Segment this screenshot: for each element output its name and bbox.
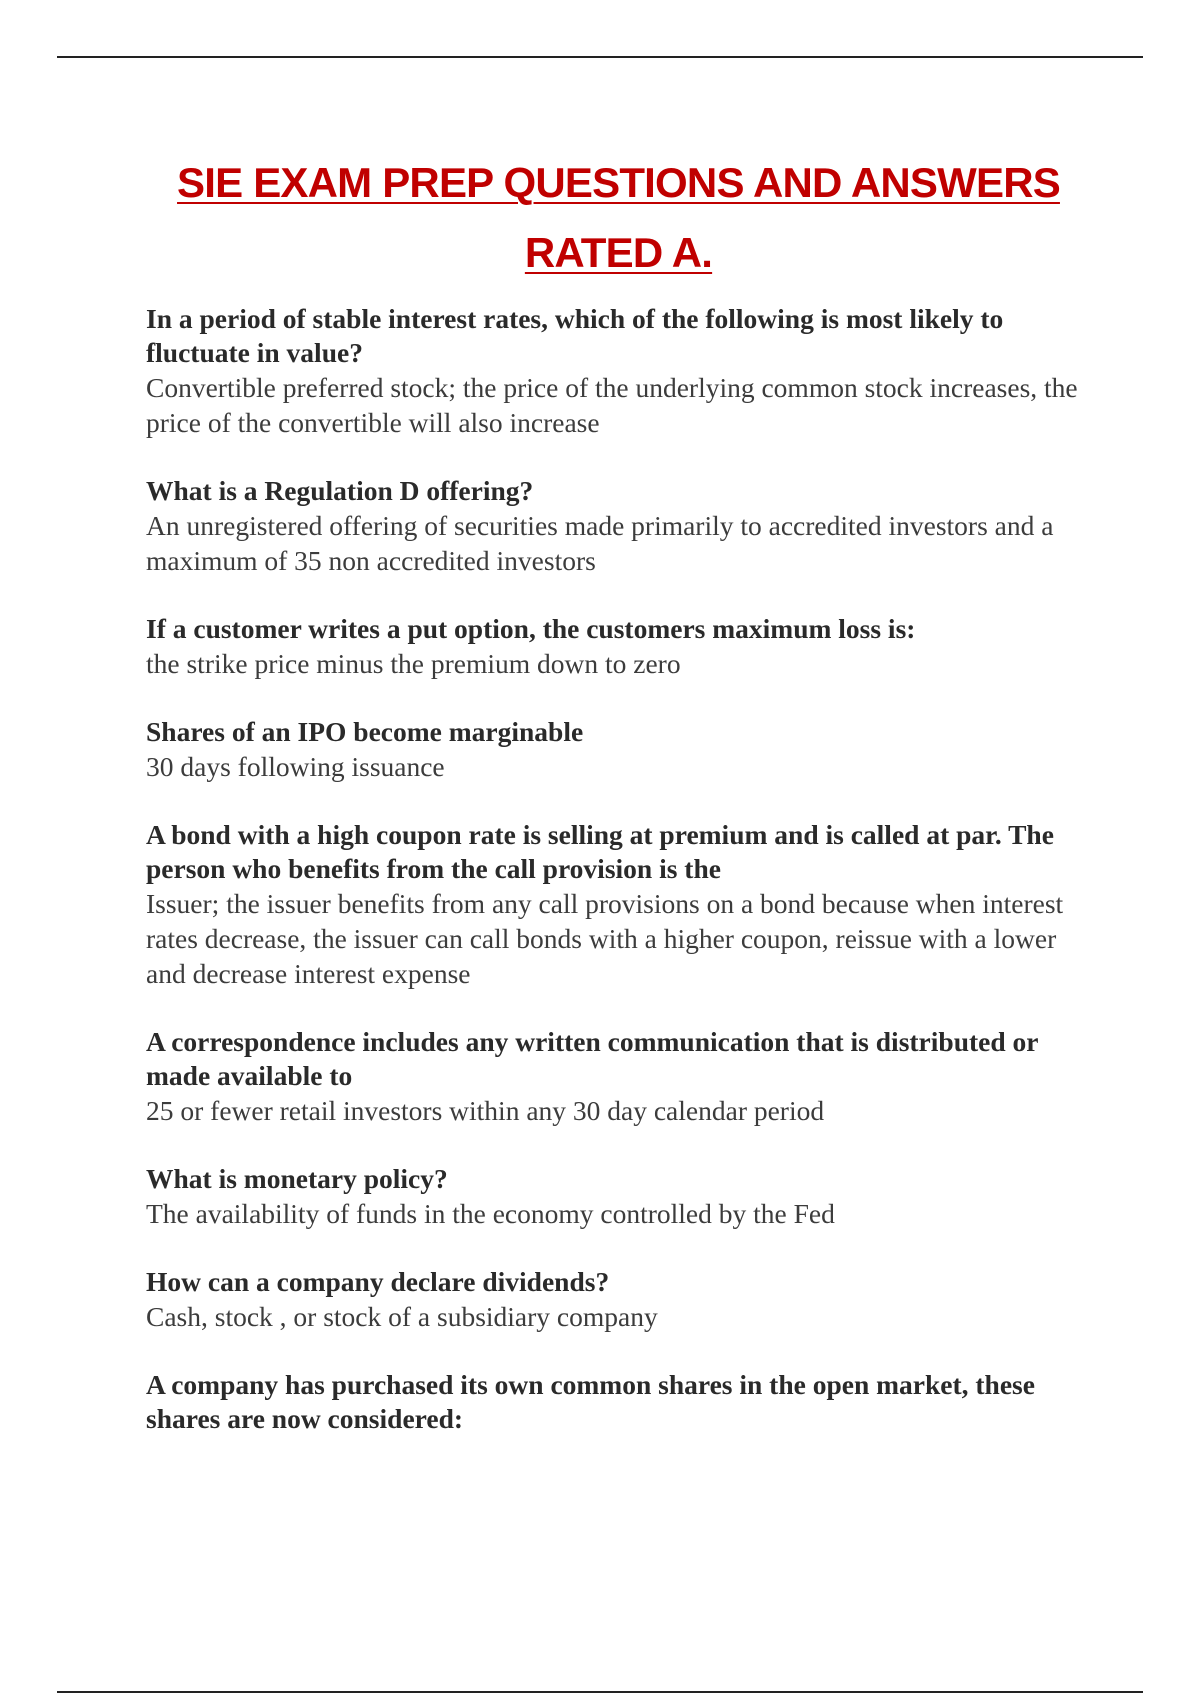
top-rule	[57, 56, 1143, 58]
answer-text: The availability of funds in the economy controlled by the Fed	[146, 1198, 835, 1229]
answer-text: Cash, stock , or stock of a subsidiary company	[146, 1301, 658, 1332]
qa-item	[146, 1265, 1091, 1334]
answer-text: Issuer; the issuer benefits from any call provisions on a bond because when interest rates decrease, the issuer can call bonds with a higher coupon, reissue with a lower and decrease interest expense	[146, 888, 1064, 989]
answer-text: Convertible preferred stock; the price of the underlying common stock increases, the price of the convertible will also increase	[146, 372, 1078, 438]
question-text: A company has purchased its own common shares in the open market, these shares are now considered:	[146, 1369, 1035, 1434]
document-title	[146, 148, 1091, 288]
qa-item	[146, 818, 1091, 991]
bottom-rule	[57, 1691, 1143, 1693]
answer-text: 25 or fewer retail investors within any 30 day calendar period	[146, 1095, 825, 1126]
qa-item	[146, 302, 1091, 440]
qa-item	[146, 715, 1091, 784]
question-text: Shares of an IPO become marginable	[146, 716, 584, 747]
question-text: How can a company declare dividends?	[146, 1266, 610, 1297]
qa-item	[146, 474, 1091, 578]
qa-item	[146, 1162, 1091, 1231]
document-body	[146, 148, 1091, 1470]
question-text: A correspondence includes any written communication that is distributed or made available to	[146, 1026, 1038, 1091]
question-text: In a period of stable interest rates, which of the following is most likely to fluctuate in value?	[146, 303, 1004, 368]
question-text: A bond with a high coupon rate is selling at premium and is called at par. The person who benefits from the call provision is the	[146, 819, 1054, 884]
question-text: What is monetary policy?	[146, 1163, 448, 1194]
answer-text: An unregistered offering of securities made primarily to accredited investors and a maximum of 35 non accredited investors	[146, 510, 1054, 576]
question-text: If a customer writes a put option, the customers maximum loss is:	[146, 613, 916, 644]
title-line-1: SIE EXAM PREP QUESTIONS AND ANSWERS	[177, 159, 1060, 206]
qa-item	[146, 1025, 1091, 1128]
answer-text: 30 days following issuance	[146, 751, 445, 782]
answer-text: the strike price minus the premium down to zero	[146, 648, 681, 679]
qa-item	[146, 1368, 1091, 1436]
question-text: What is a Regulation D offering?	[146, 475, 534, 506]
title-line-2: RATED A.	[524, 229, 713, 276]
qa-item	[146, 612, 1091, 681]
